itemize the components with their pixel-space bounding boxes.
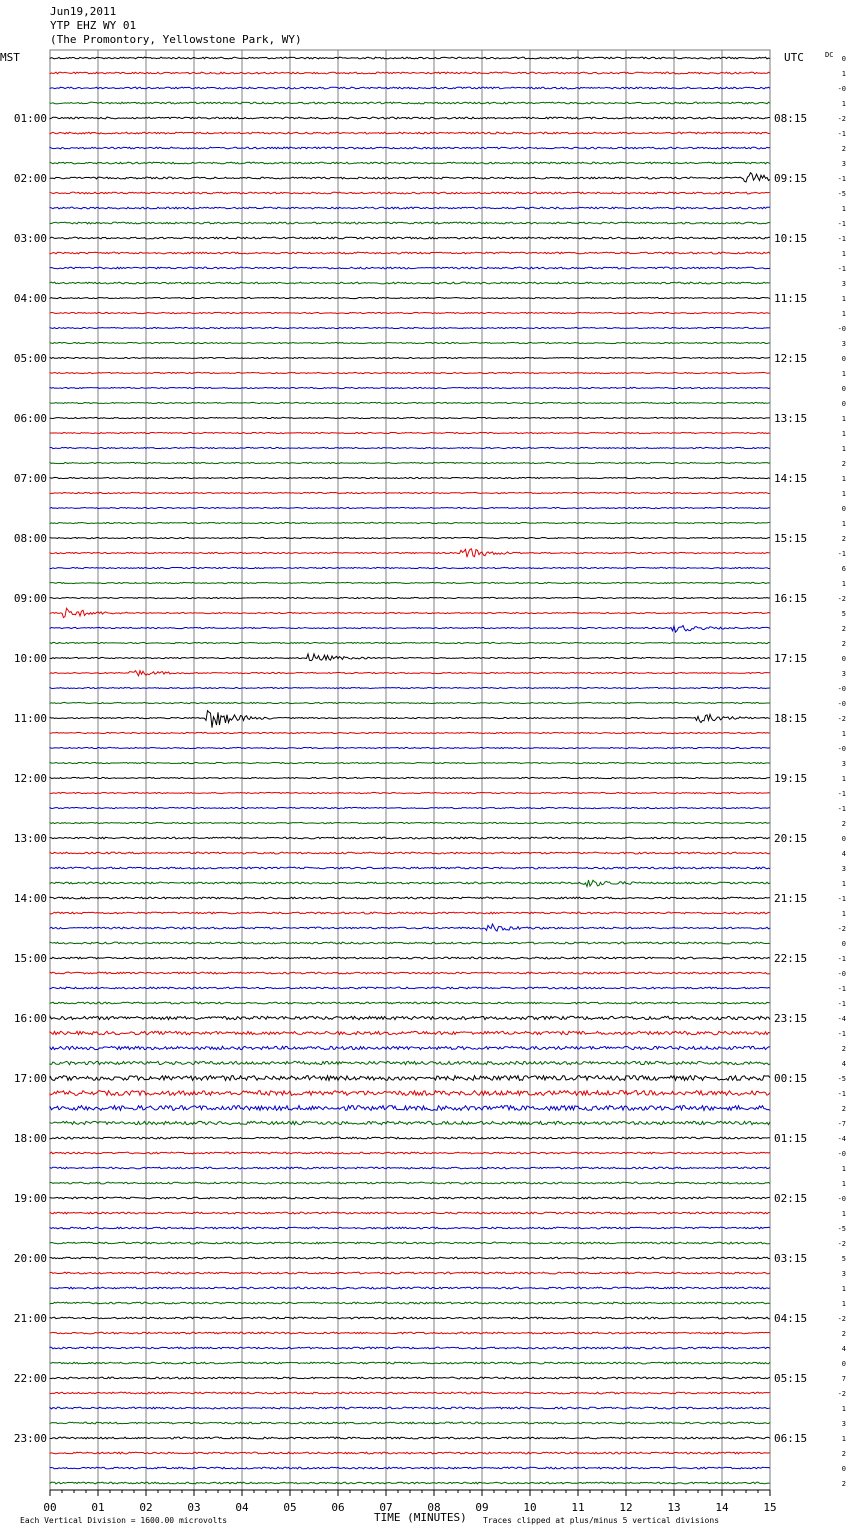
mst-hour-label: 23:00 <box>13 1432 47 1445</box>
trace-line <box>50 867 770 869</box>
dc-offset-value: 1 <box>841 1285 846 1293</box>
station-code: YTP EHZ WY 01 <box>50 19 137 32</box>
dc-offset-value: -0 <box>837 745 846 753</box>
trace-line <box>50 1242 770 1244</box>
trace-line <box>50 1272 770 1274</box>
mst-hour-label: 13:00 <box>13 832 47 845</box>
dc-offset-value: 0 <box>841 1465 846 1473</box>
trace-line <box>50 1091 770 1096</box>
x-tick-label: 07 <box>379 1501 393 1514</box>
vertical-scale-note: Each Vertical Division = 1600.00 microvolts <box>20 1516 228 1525</box>
x-tick-label: 12 <box>619 1501 633 1514</box>
trace-line <box>50 1046 770 1049</box>
trace-line <box>50 342 770 343</box>
dc-offset-value: 1 <box>841 1165 846 1173</box>
station-location: (The Promontory, Yellowstone Park, WY) <box>50 33 302 46</box>
utc-hour-label: 16:15 <box>774 592 808 605</box>
dc-offset-value: -1 <box>837 1000 846 1008</box>
dc-offset-value: -5 <box>837 1075 846 1083</box>
dc-offset-value: 1 <box>841 310 846 318</box>
trace-line <box>50 807 770 808</box>
mst-hour-label: 10:00 <box>13 652 47 665</box>
mst-hour-label: 12:00 <box>13 772 47 785</box>
trace-line <box>50 312 770 313</box>
dc-offset-value: 2 <box>841 1045 846 1053</box>
utc-hour-label: 14:15 <box>774 472 808 485</box>
trace-line <box>50 1002 770 1004</box>
x-tick-label: 11 <box>571 1501 585 1514</box>
dc-offset-value: 0 <box>841 355 846 363</box>
mst-hour-label: 02:00 <box>13 172 47 185</box>
trace-line <box>50 117 770 119</box>
dc-offset-value: 1 <box>841 250 846 258</box>
trace-line <box>50 1076 770 1081</box>
mst-hour-label: 08:00 <box>13 532 47 545</box>
mst-hour-label: 22:00 <box>13 1372 47 1385</box>
dc-offset-value: 1 <box>841 1300 846 1308</box>
dc-offset-value: -1 <box>837 895 846 903</box>
trace-line <box>50 72 770 74</box>
dc-offset-value: -5 <box>837 1225 846 1233</box>
dc-offset-value: 1 <box>841 775 846 783</box>
dc-offset-value: -1 <box>837 955 846 963</box>
trace-line <box>50 207 770 209</box>
trace-line <box>50 957 770 959</box>
dc-offset-value: 1 <box>841 1180 846 1188</box>
dc-offset-value: -1 <box>837 175 846 183</box>
dc-offset-value: 3 <box>841 1270 846 1278</box>
utc-hour-label: 05:15 <box>774 1372 808 1385</box>
seismic-traces <box>50 57 770 1484</box>
dc-offset-value: 1 <box>841 295 846 303</box>
trace-line <box>50 1152 770 1154</box>
x-tick-label: 02 <box>139 1501 153 1514</box>
trace-line <box>50 222 770 224</box>
dc-offset-value: 1 <box>841 445 846 453</box>
trace-line <box>50 147 770 149</box>
dc-offset-value: -1 <box>837 235 846 243</box>
mst-axis-label: MST <box>0 51 20 64</box>
dc-offset-value: 0 <box>841 655 846 663</box>
trace-line <box>50 1106 770 1111</box>
dc-offset-value: -2 <box>837 715 846 723</box>
trace-line <box>50 297 770 298</box>
dc-offset-value: 4 <box>841 850 846 858</box>
trace-line <box>50 173 770 182</box>
trace-line <box>50 372 770 373</box>
x-axis-title: TIME (MINUTES) <box>374 1511 467 1524</box>
utc-axis-label: UTC <box>784 51 804 64</box>
trace-line <box>50 671 770 676</box>
utc-hour-label: 01:15 <box>774 1132 808 1145</box>
dc-offset-value: 1 <box>841 430 846 438</box>
trace-line <box>50 1422 770 1424</box>
dc-offset-value: 1 <box>841 880 846 888</box>
dc-offset-value: 0 <box>841 385 846 393</box>
dc-offset-value: 1 <box>841 580 846 588</box>
x-tick-label: 08 <box>427 1501 441 1514</box>
trace-line <box>50 447 770 448</box>
dc-offset-value: 2 <box>841 145 846 153</box>
dc-offset-value: -0 <box>837 700 846 708</box>
trace-line <box>50 432 770 433</box>
dc-offset-value: 3 <box>841 760 846 768</box>
dc-offset-value: -0 <box>837 1150 846 1158</box>
dc-offset-value: 2 <box>841 820 846 828</box>
dc-offset-value: -2 <box>837 1390 846 1398</box>
trace-line <box>50 102 770 104</box>
trace-line <box>50 522 770 523</box>
mst-hour-label: 16:00 <box>13 1012 47 1025</box>
trace-line <box>50 417 770 418</box>
trace-line <box>50 1016 770 1019</box>
dc-offset-value: -1 <box>837 805 846 813</box>
trace-line <box>50 597 770 598</box>
trace-line <box>50 1031 770 1034</box>
dc-offset-value: -1 <box>837 265 846 273</box>
trace-line <box>50 1182 770 1184</box>
trace-line <box>50 1167 770 1169</box>
trace-line <box>50 477 770 478</box>
trace-line <box>50 1377 770 1379</box>
utc-hour-label: 06:15 <box>774 1432 808 1445</box>
dc-offset-value: 4 <box>841 1345 846 1353</box>
utc-hour-label: 08:15 <box>774 112 808 125</box>
trace-line <box>50 1317 770 1319</box>
dc-offset-value: 1 <box>841 1210 846 1218</box>
trace-line <box>50 567 770 568</box>
trace-line <box>50 1482 770 1484</box>
trace-line <box>50 1392 770 1394</box>
dc-offset-value: 1 <box>841 415 846 423</box>
trace-line <box>50 924 770 931</box>
dc-offset-value: -4 <box>837 1015 846 1023</box>
dc-offset-value: 0 <box>841 940 846 948</box>
trace-line <box>50 711 770 728</box>
utc-hour-label: 15:15 <box>774 532 808 545</box>
trace-line <box>50 942 770 944</box>
dc-offset-value: -1 <box>837 1030 846 1038</box>
x-tick-label: 10 <box>523 1501 537 1514</box>
utc-hour-label: 02:15 <box>774 1192 808 1205</box>
trace-line <box>50 1287 770 1289</box>
trace-line <box>50 608 770 617</box>
x-tick-label: 06 <box>331 1501 345 1514</box>
dc-offset-value: 3 <box>841 670 846 678</box>
mst-hour-label: 05:00 <box>13 352 47 365</box>
dc-offset-value: 0 <box>841 505 846 513</box>
dc-offset-value: -7 <box>837 1120 846 1128</box>
trace-line <box>50 987 770 989</box>
x-tick-label: 00 <box>43 1501 57 1514</box>
dc-offset-value: -0 <box>837 1195 846 1203</box>
trace-line <box>50 507 770 508</box>
utc-hour-label: 10:15 <box>774 232 808 245</box>
dc-offset-value: -1 <box>837 790 846 798</box>
utc-hour-label: 23:15 <box>774 1012 808 1025</box>
dc-offset-value: 1 <box>841 730 846 738</box>
mst-hour-label: 17:00 <box>13 1072 47 1085</box>
trace-line <box>50 1121 770 1124</box>
trace-line <box>50 1467 770 1469</box>
trace-line <box>50 1437 770 1439</box>
dc-offset-value: -1 <box>837 220 846 228</box>
trace-line <box>50 822 770 823</box>
utc-hour-label: 22:15 <box>774 952 808 965</box>
mst-hour-label: 15:00 <box>13 952 47 965</box>
trace-line <box>50 582 770 583</box>
utc-hour-label: 18:15 <box>774 712 808 725</box>
dc-offset-value: 2 <box>841 1450 846 1458</box>
dc-offset-value: 1 <box>841 70 846 78</box>
utc-hour-label: 04:15 <box>774 1312 808 1325</box>
dc-offset-value: 6 <box>841 565 846 573</box>
trace-line <box>50 1212 770 1214</box>
dc-offset-value: 3 <box>841 865 846 873</box>
trace-line <box>50 1061 770 1064</box>
trace-line <box>50 1197 770 1199</box>
dc-offset-value: 3 <box>841 1420 846 1428</box>
dc-offset-value: -2 <box>837 1240 846 1248</box>
trace-line <box>50 880 770 887</box>
dc-offset-value: -0 <box>837 970 846 978</box>
trace-line <box>50 387 770 388</box>
trace-line <box>50 327 770 328</box>
dc-offset-value: 2 <box>841 535 846 543</box>
trace-line <box>50 792 770 793</box>
trace-line <box>50 357 770 358</box>
dc-offset-value: 2 <box>841 625 846 633</box>
dc-offset-value: 2 <box>841 640 846 648</box>
x-tick-label: 05 <box>283 1501 297 1514</box>
dc-offset-value: -1 <box>837 985 846 993</box>
dc-offset-value: 1 <box>841 520 846 528</box>
trace-line <box>50 972 770 974</box>
utc-hour-label: 21:15 <box>774 892 808 905</box>
trace-line <box>50 87 770 89</box>
trace-line <box>50 702 770 703</box>
mst-hour-label: 01:00 <box>13 112 47 125</box>
trace-line <box>50 549 770 557</box>
dc-offset-value: 0 <box>841 55 846 63</box>
utc-hour-label: 13:15 <box>774 412 808 425</box>
dc-offset-value: -2 <box>837 595 846 603</box>
trace-line <box>50 1362 770 1364</box>
dc-offset-value: 1 <box>841 475 846 483</box>
trace-line <box>50 537 770 538</box>
dc-offset-value: 1 <box>841 910 846 918</box>
dc-offset-value: -1 <box>837 550 846 558</box>
mst-hour-label: 18:00 <box>13 1132 47 1145</box>
utc-hour-label: 20:15 <box>774 832 808 845</box>
dc-offset-value: 2 <box>841 460 846 468</box>
dc-offset-value: -4 <box>837 1135 846 1143</box>
trace-line <box>50 1257 770 1259</box>
mst-hour-label: 09:00 <box>13 592 47 605</box>
dc-offset-value: 3 <box>841 280 846 288</box>
trace-line <box>50 237 770 239</box>
utc-hour-label: 03:15 <box>774 1252 808 1265</box>
trace-line <box>50 897 770 899</box>
trace-line <box>50 57 770 59</box>
trace-line <box>50 1302 770 1304</box>
trace-line <box>50 777 770 778</box>
trace-line <box>50 462 770 463</box>
dc-offset-value: 0 <box>841 1360 846 1368</box>
mst-hour-label: 21:00 <box>13 1312 47 1325</box>
dc-offset-value: 2 <box>841 1480 846 1488</box>
trace-line <box>50 626 770 633</box>
utc-hour-label: 11:15 <box>774 292 808 305</box>
x-tick-label: 04 <box>235 1501 249 1514</box>
trace-line <box>50 654 770 661</box>
x-tick-label: 14 <box>715 1501 729 1514</box>
trace-line <box>50 252 770 254</box>
utc-hour-label: 12:15 <box>774 352 808 365</box>
trace-line <box>50 687 770 688</box>
trace-line <box>50 762 770 763</box>
dc-offset-value: 0 <box>841 400 846 408</box>
dc-offset-value: 3 <box>841 340 846 348</box>
mst-hour-label: 19:00 <box>13 1192 47 1205</box>
x-tick-label: 03 <box>187 1501 201 1514</box>
trace-line <box>50 1137 770 1139</box>
dc-offset-value: -0 <box>837 85 846 93</box>
trace-line <box>50 192 770 194</box>
trace-line <box>50 747 770 748</box>
trace-line <box>50 1407 770 1409</box>
dc-offset-value: -0 <box>837 325 846 333</box>
utc-hour-label: 09:15 <box>774 172 808 185</box>
mst-hour-label: 14:00 <box>13 892 47 905</box>
trace-line <box>50 492 770 493</box>
dc-offset-value: -2 <box>837 1315 846 1323</box>
dc-offset-value: 1 <box>841 1435 846 1443</box>
dc-offset-value: 5 <box>841 610 846 618</box>
dc-label: DC <box>825 51 834 59</box>
dc-offset-value: 2 <box>841 1330 846 1338</box>
trace-line <box>50 402 770 403</box>
trace-line <box>50 132 770 134</box>
mst-hour-label: 07:00 <box>13 472 47 485</box>
dc-offset-value: 1 <box>841 205 846 213</box>
dc-offset-value: -1 <box>837 1090 846 1098</box>
dc-offset-value: 4 <box>841 1060 846 1068</box>
dc-offset-value: 1 <box>841 1405 846 1413</box>
dc-offset-value: -1 <box>837 130 846 138</box>
dc-offset-value: 1 <box>841 100 846 108</box>
dc-offset-value: 0 <box>841 835 846 843</box>
utc-hour-label: 19:15 <box>774 772 808 785</box>
dc-offset-value: -5 <box>837 190 846 198</box>
utc-hour-label: 17:15 <box>774 652 808 665</box>
trace-line <box>50 1332 770 1334</box>
trace-line <box>50 912 770 914</box>
x-tick-label: 09 <box>475 1501 489 1514</box>
trace-line <box>50 1227 770 1229</box>
trace-line <box>50 852 770 854</box>
dc-offset-value: -2 <box>837 925 846 933</box>
dc-offset-value: 7 <box>841 1375 846 1383</box>
x-tick-label: 13 <box>667 1501 681 1514</box>
dc-offset-value: 5 <box>841 1255 846 1263</box>
mst-hour-label: 03:00 <box>13 232 47 245</box>
record-date: Jun19,2011 <box>50 5 117 18</box>
plot-frame <box>50 50 770 1490</box>
utc-hour-label: 00:15 <box>774 1072 808 1085</box>
dc-offset-value: 3 <box>841 160 846 168</box>
x-tick-label: 15 <box>763 1501 777 1514</box>
trace-line <box>50 282 770 284</box>
trace-line <box>50 732 770 733</box>
dc-offset-value: 1 <box>841 490 846 498</box>
x-tick-label: 01 <box>91 1501 105 1514</box>
dc-offset-value: -2 <box>837 115 846 123</box>
trace-line <box>50 642 770 643</box>
clip-note: Traces clipped at plus/minus 5 vertical divisions <box>483 1516 720 1525</box>
mst-hour-label: 06:00 <box>13 412 47 425</box>
axis-labels <box>0 51 846 1514</box>
trace-line <box>50 162 770 164</box>
mst-hour-label: 04:00 <box>13 292 47 305</box>
mst-hour-label: 20:00 <box>13 1252 47 1265</box>
trace-line <box>50 1347 770 1349</box>
dc-offset-value: 2 <box>841 1105 846 1113</box>
plot-grid <box>50 50 770 1490</box>
trace-line <box>50 267 770 269</box>
mst-hour-label: 11:00 <box>13 712 47 725</box>
trace-line <box>50 837 770 839</box>
dc-offset-value: 1 <box>841 370 846 378</box>
trace-line <box>50 1452 770 1454</box>
dc-offset-value: -0 <box>837 685 846 693</box>
